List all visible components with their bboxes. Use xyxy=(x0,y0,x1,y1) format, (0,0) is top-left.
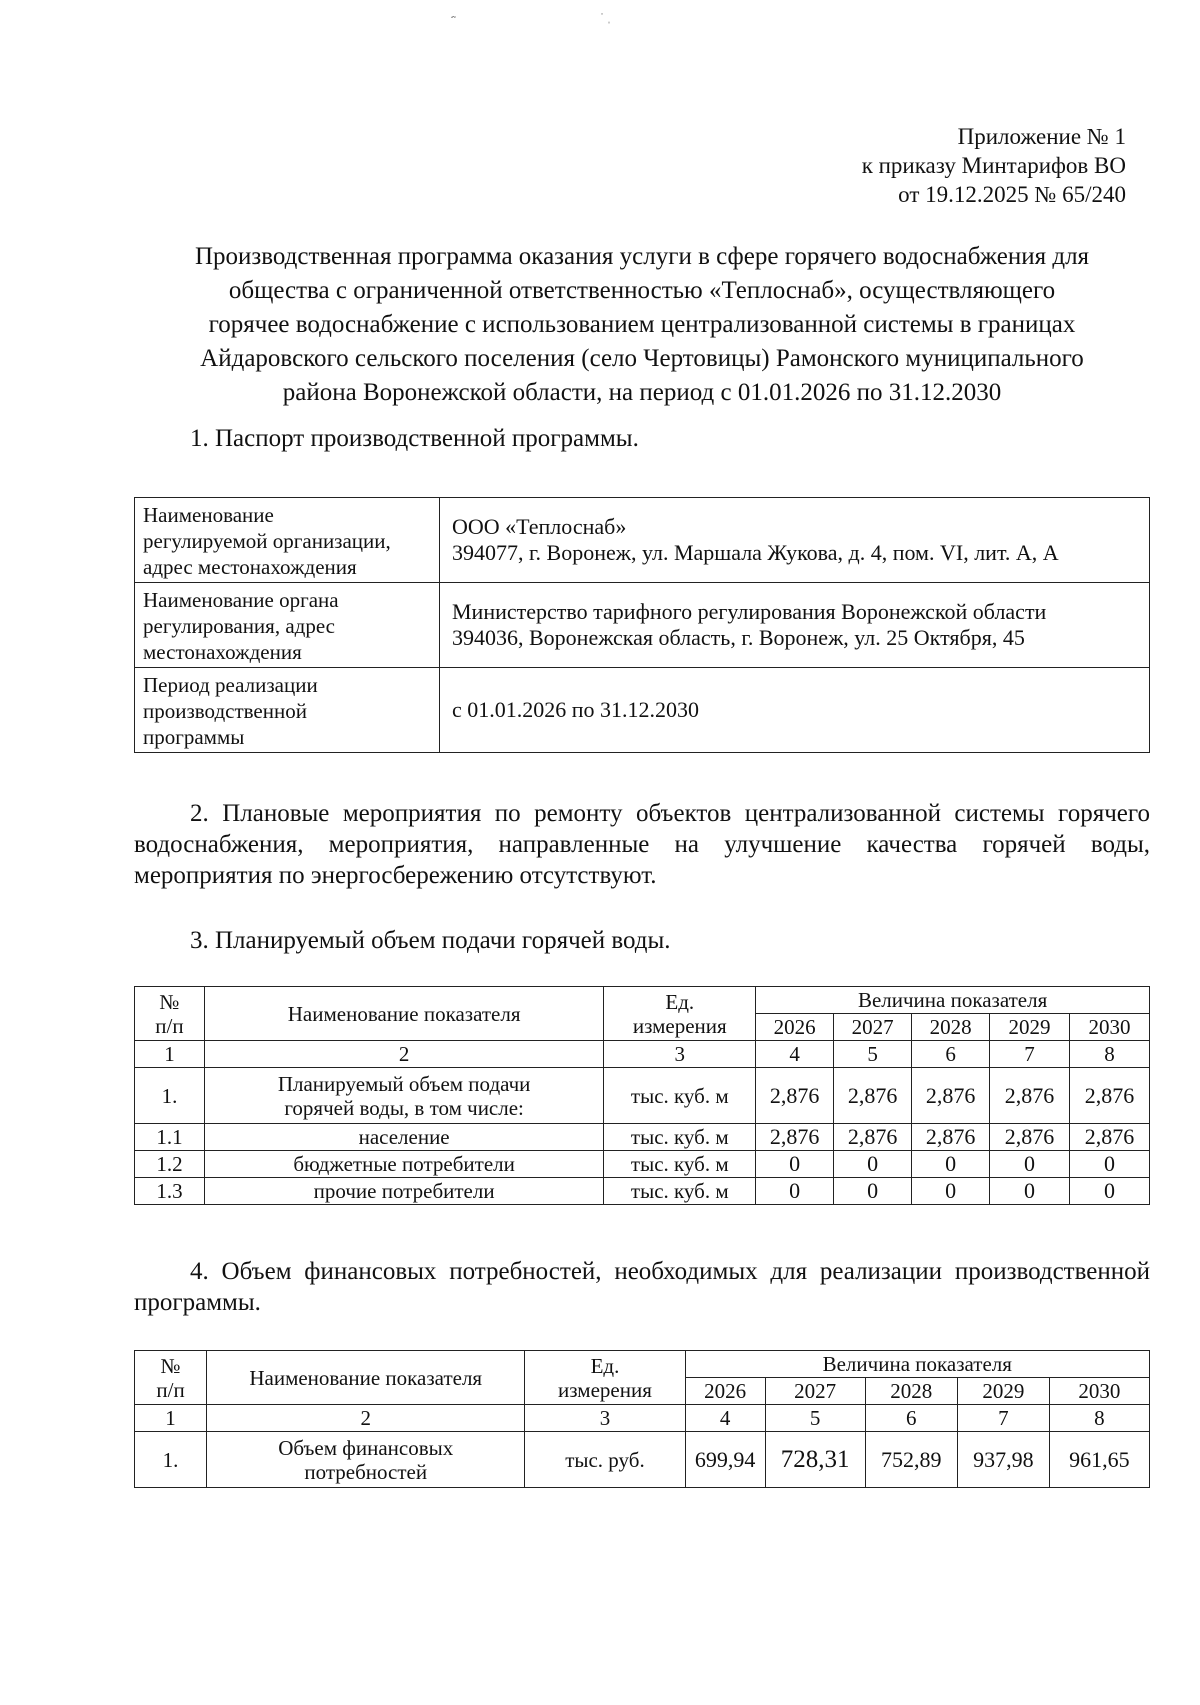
table-row xyxy=(135,1178,1150,1205)
section2-paragraph: 2. Плановые мероприятия по ремонту объектов централизованной системы горячего водоснабжения, мероприятия, направленные на улучшение качества горячей воды, мероприятия по энергосбережению отсутствуют. xyxy=(134,800,1150,889)
value-cell: 752,89 xyxy=(865,1432,957,1488)
cell-line: программы xyxy=(143,725,245,749)
passport-label-cell xyxy=(135,583,440,668)
row-num-cell: 1. xyxy=(135,1432,207,1488)
cell-line: Ед. xyxy=(665,989,695,1014)
title-line: Айдаровского сельского поселения (село Чертовицы) Рамонского муниципального xyxy=(200,345,1084,372)
row-num-cell: 1.3 xyxy=(135,1178,205,1205)
value-cell: 0 xyxy=(834,1151,912,1178)
cell-line: регулируемой организации, xyxy=(143,529,391,553)
title-line: горячее водоснабжение с использованием централизованной системы в границах xyxy=(208,311,1076,338)
header-unit-cell xyxy=(525,1351,685,1405)
index-cell: 3 xyxy=(525,1405,685,1432)
water-volume-table xyxy=(134,986,1150,1205)
index-cell: 2 xyxy=(207,1405,525,1432)
table-row xyxy=(135,1124,1150,1151)
cell-line: местонахождения xyxy=(143,640,302,664)
cell-line: № xyxy=(159,989,180,1014)
passport-value-cell xyxy=(440,583,1150,668)
annex-line: Приложение № 1 xyxy=(957,124,1126,149)
row-unit-cell: тыс. куб. м xyxy=(604,1178,756,1205)
value-cell: 0 xyxy=(756,1178,834,1205)
table-index-row xyxy=(135,1405,1150,1432)
cell-line: Объем финансовых xyxy=(278,1435,454,1460)
title-line: Производственная программа оказания услуги в сфере горячего водоснабжения для xyxy=(194,243,1090,270)
annex-reference xyxy=(862,122,1126,209)
index-cell: 5 xyxy=(834,1041,912,1068)
row-unit-cell: тыс. куб. м xyxy=(604,1151,756,1178)
value-cell: 2,876 xyxy=(1070,1124,1150,1151)
header-year-cell: 2030 xyxy=(1070,1014,1150,1041)
table-row xyxy=(135,1432,1150,1488)
index-cell: 6 xyxy=(912,1041,990,1068)
value-cell: 0 xyxy=(990,1151,1070,1178)
index-cell: 7 xyxy=(990,1041,1070,1068)
value-cell: 2,876 xyxy=(834,1124,912,1151)
annex-line: к приказу Минтарифов ВО xyxy=(861,153,1126,178)
value-cell: 2,876 xyxy=(834,1068,912,1124)
index-cell: 7 xyxy=(957,1405,1049,1432)
cell-line: Наименование xyxy=(143,503,274,527)
cell-line: Наименование органа xyxy=(143,588,339,612)
table-header-row xyxy=(135,1351,1150,1378)
row-num-cell: 1. xyxy=(135,1068,205,1124)
table-index-row xyxy=(135,1041,1150,1068)
header-num-cell xyxy=(135,1351,207,1405)
header-year-cell: 2027 xyxy=(834,1014,912,1041)
value-cell: 0 xyxy=(1070,1178,1150,1205)
row-num-cell: 1.2 xyxy=(135,1151,205,1178)
value-cell: 0 xyxy=(912,1151,990,1178)
value-cell: 961,65 xyxy=(1049,1432,1149,1488)
cell-line: Планируемый объем подачи xyxy=(277,1071,531,1096)
cell-line: измерения xyxy=(558,1377,652,1402)
index-cell: 8 xyxy=(1049,1405,1149,1432)
row-name-cell: население xyxy=(204,1124,603,1151)
index-cell: 6 xyxy=(865,1405,957,1432)
index-cell: 2 xyxy=(204,1041,603,1068)
row-unit-cell: тыс. руб. xyxy=(525,1432,685,1488)
cell-line: регулирования, адрес xyxy=(143,614,335,638)
row-unit-cell: тыс. куб. м xyxy=(604,1124,756,1151)
section3-heading: 3. Планируемый объем подачи горячей воды. xyxy=(190,927,671,954)
document-title xyxy=(130,240,1154,410)
passport-value-cell xyxy=(440,668,1150,753)
index-cell: 1 xyxy=(135,1405,207,1432)
cell-line: адрес местонахождения xyxy=(143,555,357,579)
header-year-cell: 2027 xyxy=(765,1378,865,1405)
financial-needs-table xyxy=(134,1350,1150,1488)
header-year-cell: 2028 xyxy=(912,1014,990,1041)
table-row xyxy=(135,1068,1150,1124)
cell-line: Период реализации xyxy=(143,673,318,697)
cell-line: с 01.01.2026 по 31.12.2030 xyxy=(452,697,700,722)
title-line: общества с ограниченной ответственностью «Теплоснаб», осуществляющего xyxy=(228,277,1056,304)
header-year-cell: 2026 xyxy=(685,1378,765,1405)
index-cell: 4 xyxy=(756,1041,834,1068)
table-row xyxy=(135,583,1150,668)
header-year-cell: 2029 xyxy=(990,1014,1070,1041)
value-cell: 0 xyxy=(834,1178,912,1205)
cell-line: ООО «Теплоснаб» xyxy=(452,514,627,539)
index-cell: 1 xyxy=(135,1041,205,1068)
header-value-group-cell: Величина показателя xyxy=(685,1351,1149,1378)
value-cell: 728,31 xyxy=(765,1432,865,1488)
header-name-cell: Наименование показателя xyxy=(204,987,603,1041)
index-cell: 4 xyxy=(685,1405,765,1432)
header-name-cell: Наименование показателя xyxy=(207,1351,525,1405)
row-name-cell: бюджетные потребители xyxy=(204,1151,603,1178)
annex-line: от 19.12.2025 № 65/240 xyxy=(898,182,1126,207)
value-cell: 699,94 xyxy=(685,1432,765,1488)
value-cell: 0 xyxy=(1070,1151,1150,1178)
value-cell: 0 xyxy=(990,1178,1070,1205)
scan-artifact-mark: ·̴ xyxy=(450,10,454,24)
passport-value-cell xyxy=(440,498,1150,583)
value-cell: 0 xyxy=(912,1178,990,1205)
header-unit-cell xyxy=(604,987,756,1041)
table-row xyxy=(135,498,1150,583)
table-row xyxy=(135,668,1150,753)
row-name-cell xyxy=(207,1432,525,1488)
value-cell: 937,98 xyxy=(957,1432,1049,1488)
cell-line: измерения xyxy=(632,1013,727,1038)
section1-heading: 1. Паспорт производственной программы. xyxy=(190,425,639,452)
scan-artifact-mark: ˙ ˌ xyxy=(600,10,611,24)
value-cell: 0 xyxy=(756,1151,834,1178)
value-cell: 2,876 xyxy=(990,1068,1070,1124)
table-row xyxy=(135,1151,1150,1178)
row-num-cell: 1.1 xyxy=(135,1124,205,1151)
value-cell: 2,876 xyxy=(990,1124,1070,1151)
cell-line: производственной xyxy=(143,699,307,723)
cell-line: Министерство тарифного регулирования Воронежской области xyxy=(452,599,1047,624)
index-cell: 8 xyxy=(1070,1041,1150,1068)
cell-line: 394077, г. Воронеж, ул. Маршала Жукова, д. 4, пом. VI, лит. А, А xyxy=(452,540,1059,565)
header-year-cell: 2026 xyxy=(756,1014,834,1041)
value-cell: 2,876 xyxy=(756,1068,834,1124)
header-value-group-cell: Величина показателя xyxy=(756,987,1150,1014)
cell-line: потребностей xyxy=(304,1459,428,1484)
cell-line: 394036, Воронежская область, г. Воронеж, ул. 25 Октября, 45 xyxy=(452,625,1025,650)
value-cell: 2,876 xyxy=(756,1124,834,1151)
cell-line: п/п xyxy=(155,1013,184,1038)
header-year-cell: 2030 xyxy=(1049,1378,1149,1405)
table-header-row xyxy=(135,987,1150,1014)
header-year-cell: 2028 xyxy=(865,1378,957,1405)
row-name-cell: прочие потребители xyxy=(204,1178,603,1205)
row-unit-cell: тыс. куб. м xyxy=(604,1068,756,1124)
value-cell: 2,876 xyxy=(1070,1068,1150,1124)
section4-paragraph: 4. Объем финансовых потребностей, необходимых для реализации производственной программы. xyxy=(134,1258,1150,1316)
value-cell: 2,876 xyxy=(912,1068,990,1124)
cell-line: Ед. xyxy=(590,1353,620,1378)
passport-table xyxy=(134,497,1150,753)
value-cell: 2,876 xyxy=(912,1124,990,1151)
row-name-cell xyxy=(204,1068,603,1124)
cell-line: п/п xyxy=(156,1377,185,1402)
index-cell: 5 xyxy=(765,1405,865,1432)
index-cell: 3 xyxy=(604,1041,756,1068)
cell-line: горячей воды, в том числе: xyxy=(284,1095,524,1120)
cell-line: № xyxy=(160,1353,181,1378)
title-line: района Воронежской области, на период с 01.01.2026 по 31.12.2030 xyxy=(282,379,1002,406)
passport-label-cell xyxy=(135,498,440,583)
header-num-cell xyxy=(135,987,205,1041)
header-year-cell: 2029 xyxy=(957,1378,1049,1405)
passport-label-cell xyxy=(135,668,440,753)
